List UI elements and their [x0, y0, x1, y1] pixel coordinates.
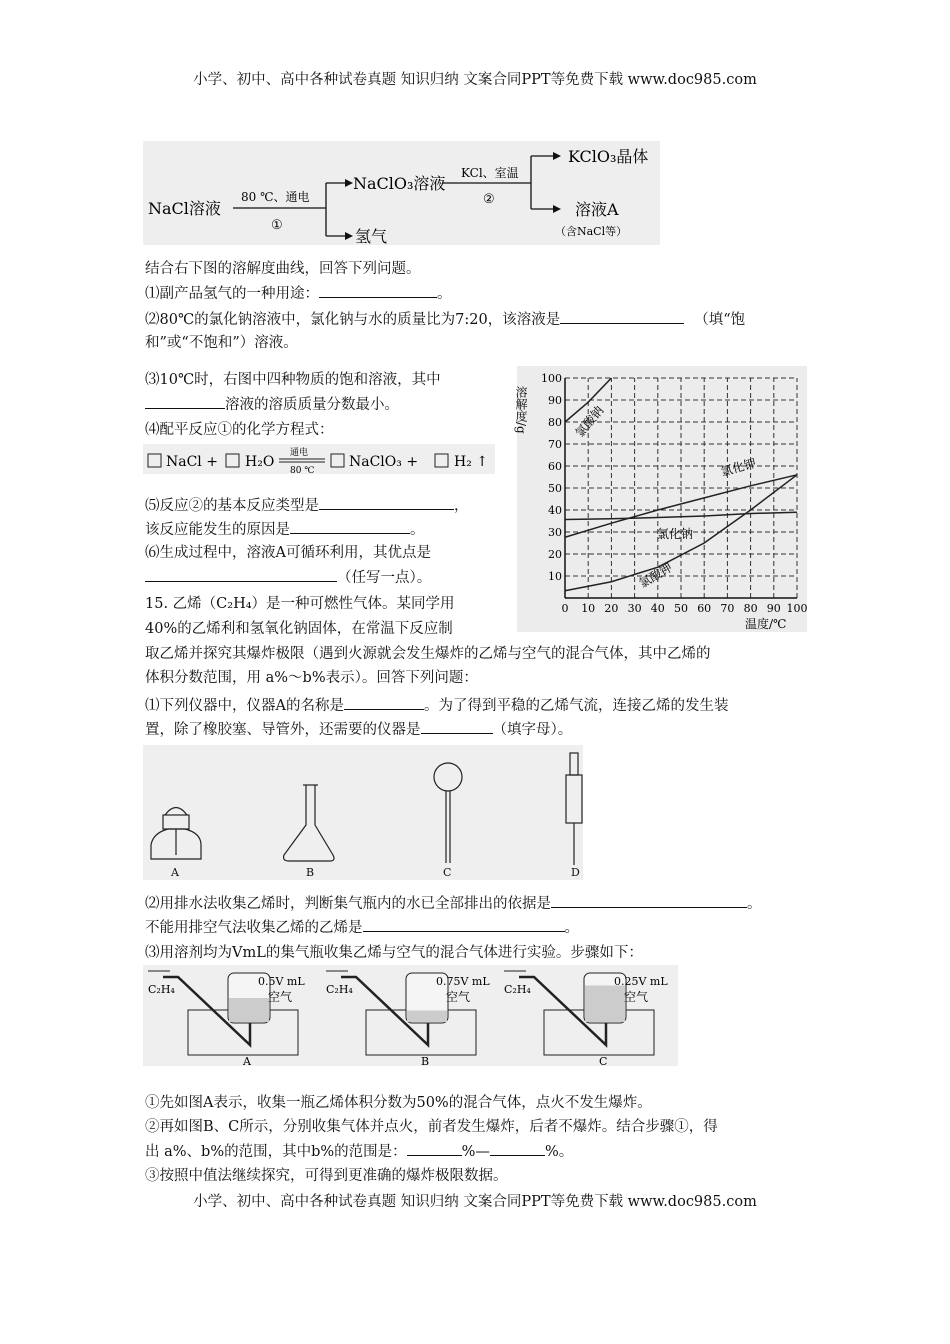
- flow-start: NaCl溶液: [148, 199, 221, 218]
- flow-cond2: KCl、室温: [461, 166, 519, 180]
- answer-blank[interactable]: [290, 519, 410, 534]
- r2-text: ②再如图B、C所示，分别收集气体并点火，前者发生爆炸，后者不爆炸。结合步骤①，得: [145, 1119, 718, 1135]
- equation-image: [143, 444, 495, 474]
- flow-cond1: 80 ℃、通电: [241, 190, 310, 204]
- s1b-end: （填字母）。: [492, 722, 573, 738]
- x-tick-label: 10: [581, 602, 596, 615]
- s1a: [145, 695, 728, 716]
- x-tick-label: 70: [720, 602, 735, 615]
- eq-condition-bottom: 80 ℃: [290, 466, 315, 476]
- q4-text: ⑷配平反应①的化学方程式：: [145, 422, 334, 438]
- q3b: [145, 394, 399, 415]
- apparatus-figure: [143, 745, 583, 880]
- funnel-tube-icon: [434, 763, 462, 863]
- s2a: [145, 893, 762, 914]
- s1b: [145, 719, 572, 740]
- y-tick-label: 50: [548, 482, 562, 495]
- gas-label: C₂H₄: [504, 983, 531, 996]
- q3-text-b: 溶液的溶质质量分数最小。: [225, 397, 399, 413]
- s2-text: ⑵用排水法收集乙烯时，判断集气瓶内的水已全部排出的依据是: [145, 896, 551, 912]
- eq-condition-top: 通电: [290, 448, 309, 458]
- q2: [145, 309, 745, 330]
- x-tick-label: 50: [674, 602, 688, 615]
- gas-label: C₂H₄: [148, 983, 175, 996]
- series-label: 氯酸钠: [572, 403, 607, 440]
- r2-end: %。: [544, 1144, 574, 1160]
- answer-blank[interactable]: [490, 1141, 545, 1156]
- p15-text-c: 取乙烯并探究其爆炸极限（遇到火源就会发生爆炸的乙烯与空气的混合气体，其中乙烯的: [145, 646, 711, 662]
- eq-naclo3: NaClO₃ +: [349, 454, 419, 470]
- x-tick-label: 100: [786, 602, 808, 615]
- series-label: 氯化钠: [657, 527, 694, 541]
- y-tick-label: 60: [548, 460, 562, 473]
- conical-flask-icon: [284, 785, 334, 861]
- y-tick-label: 30: [548, 526, 562, 539]
- y-tick-label: 70: [548, 438, 562, 451]
- q1-end: 。: [437, 286, 452, 302]
- solubility-chart: [514, 366, 808, 632]
- answer-blank[interactable]: [560, 309, 684, 324]
- r3-text: ③按照中值法继续探究，可得到更准确的爆炸极限数据。: [145, 1168, 508, 1184]
- bottle-label: A: [243, 1055, 251, 1068]
- r2b: [145, 1141, 573, 1162]
- bottle-label: C: [599, 1055, 608, 1068]
- x-tick-label: 40: [650, 602, 665, 615]
- answer-blank[interactable]: [421, 719, 493, 734]
- y-tick-label: 40: [548, 504, 562, 517]
- x-axis-label: 温度/℃: [745, 617, 787, 631]
- gas-label: C₂H₄: [326, 983, 353, 996]
- alcohol-lamp-icon: [151, 808, 201, 860]
- s3-text: ⑶用溶剂均为VmL的集气瓶收集乙烯与空气的混合气体进行实验。步骤如下：: [145, 945, 643, 961]
- page-footer: 小学、初中、高中各种试卷真题 知识归纳 文案合同PPT等免费下载 www.doc985.com: [193, 1194, 757, 1210]
- y-tick-label: 80: [548, 416, 562, 429]
- gas-collection-figure: [143, 965, 678, 1066]
- volume-label: 0.25V mL: [614, 975, 668, 988]
- q5b-end: 。: [410, 522, 425, 538]
- flow-out2: 溶液A: [575, 200, 619, 219]
- s2-end: 。: [747, 896, 762, 912]
- p15-text-b: 40%的乙烯利和氢氧化钠固体，在常温下反应制: [145, 621, 453, 637]
- answer-blank[interactable]: [551, 893, 747, 908]
- r2-text-b: 出 a%、b%的范围，其中b%的范围是：: [145, 1144, 407, 1160]
- air-label: 空气: [624, 990, 649, 1004]
- p15-text-d: 体积分数范围，用 a%～b%表示）。回答下列问题：: [145, 670, 478, 686]
- answer-blank[interactable]: [363, 917, 565, 932]
- apparatus-label-a: A: [171, 866, 179, 879]
- q6b: [145, 567, 431, 588]
- y-axis-label: 溶解度/g: [514, 386, 528, 434]
- s2b-end: 。: [564, 920, 579, 936]
- x-tick-label: 80: [743, 602, 758, 615]
- series-label: 氯化钾: [719, 456, 758, 479]
- y-tick-label: 10: [548, 570, 562, 583]
- p15-text-a: 15. 乙烯（C₂H₄）是一种可燃性气体。某同学用: [145, 596, 455, 612]
- q1-text: ⑴副产品氢气的一种用途：: [145, 286, 319, 302]
- s1-text-b: 置，除了橡胶塞、导管外，还需要的仪器是: [145, 722, 421, 738]
- y-tick-label: 90: [548, 394, 562, 407]
- q5-text-b: 该反应能发生的原因是: [145, 522, 290, 538]
- s2b: [145, 917, 579, 938]
- answer-blank[interactable]: [319, 495, 454, 510]
- q6-text-b: （任写一点）。: [337, 570, 432, 586]
- q5-text: ⑸反应②的基本反应类型是: [145, 498, 319, 514]
- flow-step2: ②: [483, 192, 495, 207]
- x-tick-label: 0: [561, 602, 569, 615]
- apparatus-label-d: D: [571, 866, 580, 879]
- x-tick-label: 30: [627, 602, 642, 615]
- bottle-water: [585, 986, 625, 1023]
- volume-label: 0.5V mL: [258, 975, 305, 988]
- air-label: 空气: [268, 990, 293, 1004]
- q1: [145, 283, 452, 304]
- apparatus-label-c: C: [443, 866, 452, 879]
- r1-text: ①先如图A表示，收集一瓶乙烯体积分数为50%的混合气体，点火不发生爆炸。: [145, 1095, 652, 1111]
- x-tick-label: 60: [697, 602, 712, 615]
- flow-out1: KClO₃晶体: [568, 147, 649, 166]
- s1-text: ⑴下列仪器中，仪器A的名称是: [145, 698, 344, 714]
- page-header: 小学、初中、高中各种试卷真题 知识归纳 文案合同PPT等免费下载 www.doc985.com: [193, 72, 757, 88]
- intro-text: 结合右下图的溶解度曲线，回答下列问题。: [145, 261, 421, 277]
- eq-h2: H₂ ↑: [454, 454, 489, 470]
- bottle-label: B: [421, 1055, 430, 1068]
- air-label: 空气: [446, 990, 471, 1004]
- bottle-water: [229, 998, 269, 1022]
- syringe-icon: [566, 753, 582, 865]
- answer-blank[interactable]: [145, 394, 225, 409]
- q2-text: ⑵80℃的氯化钠溶液中，氯化钠与水的质量比为7:20，该溶液是: [145, 312, 561, 328]
- answer-blank[interactable]: [145, 567, 337, 582]
- eq-h2o: H₂O: [245, 454, 275, 470]
- q5-end: ，: [454, 498, 469, 514]
- q2-text-b: （填“饱: [694, 312, 746, 328]
- q2-text-c: 和”或“不饱和”）溶液。: [145, 335, 298, 351]
- y-tick-label: 100: [541, 372, 562, 385]
- r2-mid: %—: [461, 1144, 490, 1160]
- x-tick-label: 90: [766, 602, 781, 615]
- answer-blank[interactable]: [344, 695, 424, 710]
- flow-mid: NaClO₃溶液: [353, 174, 446, 193]
- bottle-water: [407, 1011, 447, 1023]
- process-flow-diagram: [143, 141, 660, 245]
- q3-text: ⑶10℃时，右图中四种物质的饱和溶液，其中: [145, 372, 441, 388]
- y-tick-label: 20: [548, 548, 562, 561]
- s2-text-b: 不能用排空气法收集乙烯的乙烯是: [145, 920, 363, 936]
- s1-text-end: 。为了得到平稳的乙烯气流，连接乙烯的发生装: [423, 698, 729, 714]
- flow-gas: 氢气: [355, 227, 388, 246]
- flow-out2-note: （含NaCl等）: [555, 225, 628, 238]
- x-tick-label: 20: [604, 602, 619, 615]
- series-label: 氯酸钾: [636, 560, 675, 591]
- volume-label: 0.75V mL: [436, 975, 490, 988]
- eq-nacl: NaCl +: [166, 454, 218, 470]
- apparatus-label-b: B: [306, 866, 315, 879]
- q5a: [145, 495, 469, 516]
- q5b: [145, 519, 425, 540]
- q6-text: ⑹生成过程中，溶液A可循环利用，其优点是: [145, 545, 431, 561]
- answer-blank[interactable]: [319, 283, 437, 298]
- answer-blank[interactable]: [407, 1141, 462, 1156]
- flow-step1: ①: [271, 218, 283, 233]
